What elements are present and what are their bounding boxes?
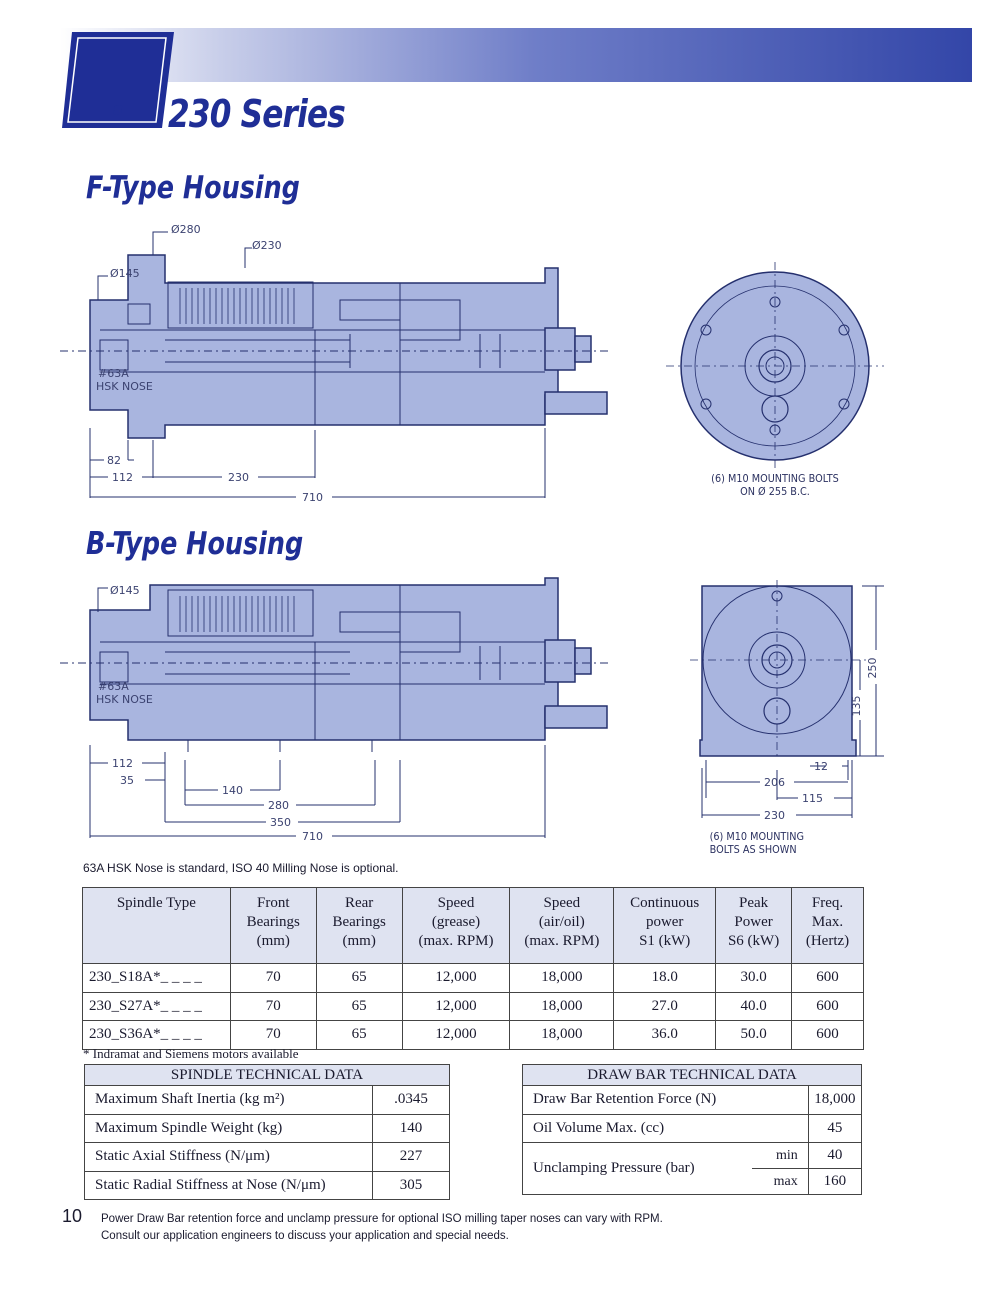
f-dim-d145: Ø145	[110, 267, 140, 280]
header-continuous-power: Continuous power S1 (kW)	[614, 888, 716, 964]
b-end-view	[690, 580, 866, 760]
freq-max-cell: 600	[792, 992, 864, 1021]
table-row	[83, 964, 864, 993]
retention-label: Draw Bar Retention Force (N)	[523, 1086, 809, 1115]
retention-value: 18,000	[808, 1086, 861, 1115]
footer-note-line-2: Consult our application engineers to discuss your application and special needs.	[101, 1230, 509, 1242]
drawbar-tech-table	[522, 1064, 862, 1195]
logo-letter: S	[114, 104, 122, 117]
tech-label: Maximum Shaft Inertia (kg m²)	[85, 1086, 373, 1115]
b-dim-206: 206	[764, 776, 785, 789]
footer-note	[101, 1211, 663, 1245]
speed-air-oil-cell: 18,000	[510, 992, 614, 1021]
series-title: 230 Series	[168, 92, 346, 136]
tech-value: 140	[373, 1114, 450, 1143]
tech-value: 305	[373, 1171, 450, 1200]
table-row	[85, 1143, 450, 1172]
b-dim-140: 140	[222, 784, 243, 797]
b-dim-230: 230	[764, 809, 785, 822]
spec-header-row	[83, 888, 864, 964]
peak-power-cell: 30.0	[716, 964, 792, 993]
speed-grease-cell: 12,000	[402, 964, 510, 993]
rear-bearings-cell: 65	[316, 964, 402, 993]
header-freq-max: Freq. Max. (Hertz)	[792, 888, 864, 964]
continuous-power-cell: 27.0	[614, 992, 716, 1021]
speed-air-oil-cell: 18,000	[510, 1021, 614, 1050]
f-bolt-note	[700, 472, 850, 498]
unclamp-max-value: 160	[808, 1169, 861, 1195]
f-bolt-note-line-2: ON Ø 255 B.C.	[740, 485, 810, 498]
table-row	[85, 1114, 450, 1143]
tech-value: 227	[373, 1143, 450, 1172]
unclamp-max-label: max	[752, 1169, 808, 1195]
tech-label: Maximum Spindle Weight (kg)	[85, 1114, 373, 1143]
spindle-type-cell: 230_S36A*_ _ _ _	[83, 1021, 231, 1050]
b-nose-label-1: #63A	[98, 680, 129, 693]
continuous-power-cell: 18.0	[614, 964, 716, 993]
table-row	[85, 1171, 450, 1200]
speed-grease-cell: 12,000	[402, 992, 510, 1021]
speed-grease-cell: 12,000	[402, 1021, 510, 1050]
f-dim-d280: Ø280	[171, 223, 201, 236]
peak-power-cell: 40.0	[716, 992, 792, 1021]
rear-bearings-cell: 65	[316, 1021, 402, 1050]
unclamp-min-label: min	[752, 1143, 808, 1169]
b-bolt-note	[710, 830, 851, 856]
b-dim-115: 115	[802, 792, 823, 805]
b-housing-title: B-Type Housing	[86, 526, 304, 562]
oil-volume-label: Oil Volume Max. (cc)	[523, 1114, 809, 1143]
b-dim-350: 350	[270, 816, 291, 829]
f-dim-d230: Ø230	[252, 239, 282, 252]
table-row	[523, 1114, 862, 1143]
b-dim-35: 35	[120, 774, 134, 787]
b-dim-12: 12	[814, 760, 828, 773]
drawbar-tech-title: DRAW BAR TECHNICAL DATA	[523, 1065, 862, 1086]
table-row	[523, 1143, 862, 1169]
peak-power-cell: 50.0	[716, 1021, 792, 1050]
continuous-power-cell: 36.0	[614, 1021, 716, 1050]
f-dim-230: 230	[228, 471, 249, 484]
b-dim-250: 250	[866, 657, 879, 679]
unclamp-min-value: 40	[808, 1143, 861, 1169]
b-bolt-note-line-2: BOLTS AS SHOWN	[709, 843, 797, 856]
b-dim-112: 112	[112, 757, 133, 770]
freq-max-cell: 600	[792, 1021, 864, 1050]
page-number: 10	[62, 1206, 83, 1226]
tech-label: Static Axial Stiffness (N/μm)	[85, 1143, 373, 1172]
motor-note: * Indramat and Siemens motors available	[83, 1046, 299, 1061]
front-bearings-cell: 70	[230, 992, 316, 1021]
spindle-type-cell: 230_S27A*_ _ _ _	[83, 992, 231, 1021]
tech-label: Static Radial Stiffness at Nose (N/μm)	[85, 1171, 373, 1200]
freq-max-cell: 600	[792, 964, 864, 993]
f-end-view	[666, 262, 884, 470]
rear-bearings-cell: 65	[316, 992, 402, 1021]
table-row	[83, 1021, 864, 1050]
front-bearings-cell: 70	[230, 1021, 316, 1050]
tech-value: .0345	[373, 1086, 450, 1115]
header-speed-air-oil: Speed (air/oil) (max. RPM)	[510, 888, 614, 964]
table-row	[523, 1086, 862, 1115]
table-row	[83, 992, 864, 1021]
b-dim-280: 280	[268, 799, 289, 812]
footer-note-line-1: Power Draw Bar retention force and unclamp pressure for optional ISO milling taper noses can vary with RPM.	[101, 1213, 663, 1225]
table-row	[85, 1086, 450, 1115]
speed-air-oil-cell: 18,000	[510, 964, 614, 993]
f-nose-label-2: HSK NOSE	[96, 380, 153, 393]
front-bearings-cell: 70	[230, 964, 316, 993]
spindle-type-cell: 230_S18A*_ _ _ _	[83, 964, 231, 993]
f-dim-710: 710	[302, 491, 323, 504]
b-dim-710: 710	[302, 830, 323, 843]
oil-volume-value: 45	[808, 1114, 861, 1143]
f-dim-112: 112	[112, 471, 133, 484]
nose-note: 63A HSK Nose is standard, ISO 40 Milling Nose is optional.	[83, 861, 399, 875]
header-front-bearings: Front Bearings (mm)	[230, 888, 316, 964]
f-housing-title: F-Type Housing	[86, 170, 300, 206]
header-rear-bearings: Rear Bearings (mm)	[316, 888, 402, 964]
b-dim-d145: Ø145	[110, 584, 140, 597]
f-dim-82: 82	[107, 454, 121, 467]
b-bolt-note-line-1: (6) M10 MOUNTING	[709, 830, 804, 843]
b-nose-label-2: HSK NOSE	[96, 693, 153, 706]
spindle-tech-table	[84, 1064, 450, 1200]
spindle-spec-table	[82, 887, 864, 1050]
f-nose-label-1: #63A	[98, 367, 129, 380]
b-dim-135: 135	[850, 695, 863, 717]
f-bolt-note-line-1: (6) M10 MOUNTING BOLTS	[711, 472, 839, 485]
unclamp-label: Unclamping Pressure (bar)	[523, 1143, 753, 1195]
header-peak-power: Peak Power S6 (kW)	[716, 888, 792, 964]
header-spindle-type: Spindle Type	[83, 888, 231, 964]
header-speed-grease: Speed (grease) (max. RPM)	[402, 888, 510, 964]
spindle-tech-title: SPINDLE TECHNICAL DATA	[85, 1065, 450, 1086]
